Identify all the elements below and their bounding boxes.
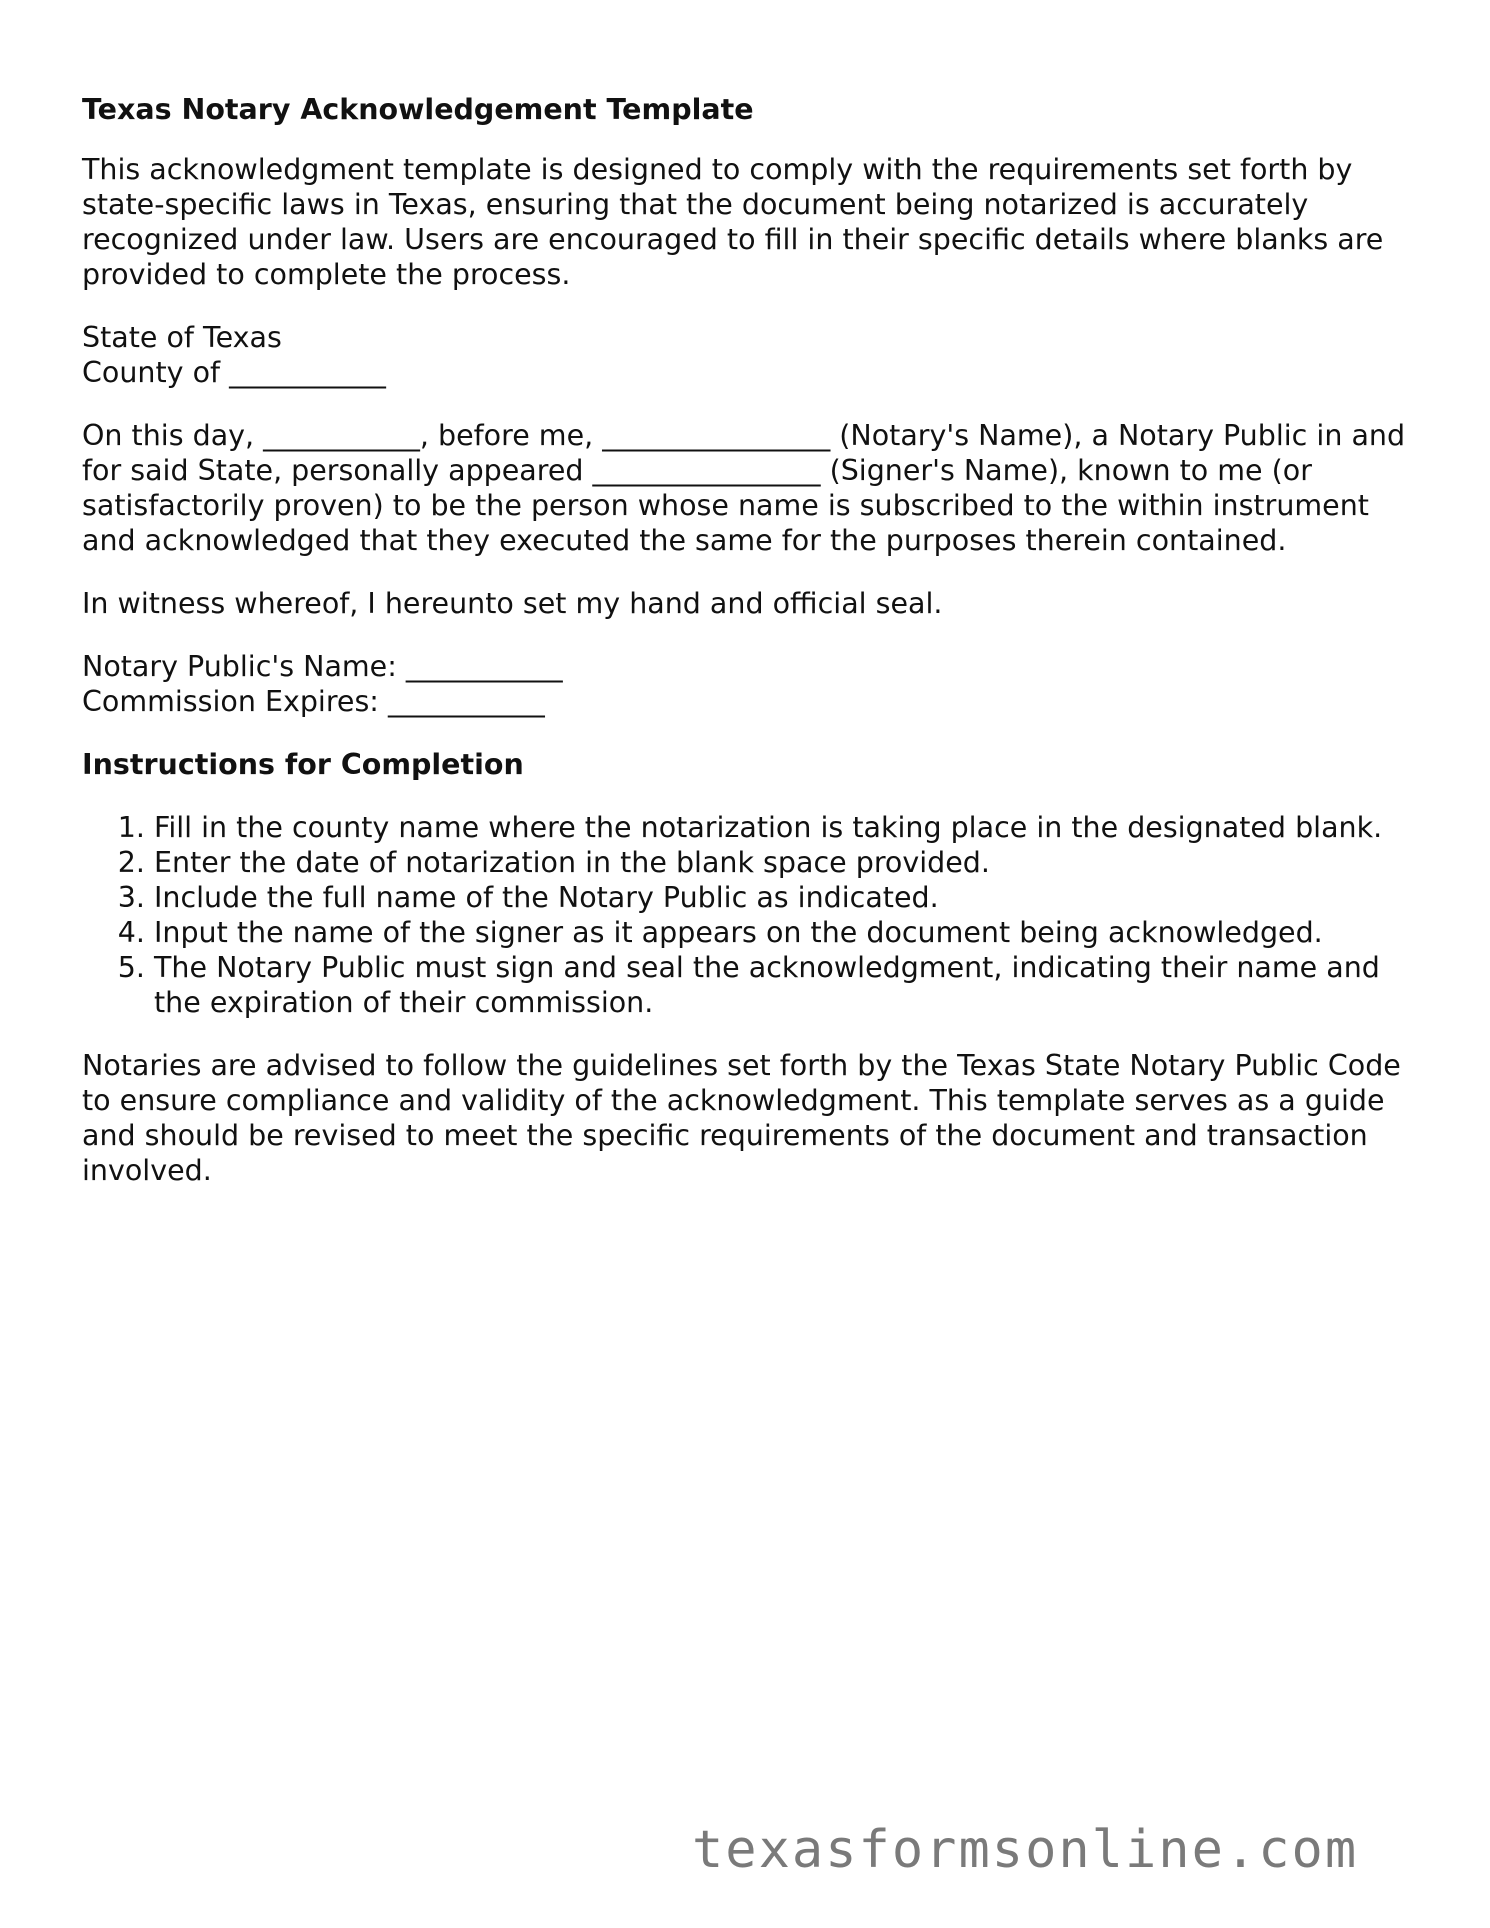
closing-paragraph: Notaries are advised to follow the guidelines set forth by the Texas State Notary Public Code to ensure compliance and validity of the acknowledgment. This template serves as a guide and should be revised to meet the specific requirements of the document and transaction involved. [82,1049,1401,1187]
site-watermark: texasformsonline.com [692,1820,1359,1880]
instructions-list [82,810,1412,1020]
list-item: 1. Fill in the county name where the notarization is taking place in the designated blank. [154,810,1412,845]
document-body [82,92,1412,1216]
notary-signature-block [82,649,1412,719]
list-item: 2. Enter the date of notarization in the blank space provided. [154,845,1412,880]
intro-paragraph: This acknowledgment template is designed to comply with the requirements set forth by state-specific laws in Texas, ensuring that the document being notarized is accurately recognized under law. Users are encouraged to fill in their specific details where blanks are provided to complete the process. [82,153,1384,291]
list-item: 3. Include the full name of the Notary Public as indicated. [154,880,1412,915]
document-title: Texas Notary Acknowledgement Template [82,93,754,126]
commission-expires-line: Commission Expires: ___________ [82,685,545,718]
acknowledgment-paragraph: On this day, ___________, before me, ________________ (Notary's Name), a Notary Public in and for said State, personally appeared ________________ (Signer's Name), known to me (or satisfactorily proven) to be the person whose name is subscribed to the within instrument and acknowledged that they executed the same for the purposes therein contained. [82,419,1406,557]
notary-name-line: Notary Public's Name: ___________ [82,650,563,683]
witness-paragraph: In witness whereof, I hereunto set my hand and official seal. [82,587,943,620]
list-item: 5. The Notary Public must sign and seal the acknowledgment, indicating their name and the expiration of their commission. [154,950,1412,1020]
state-line: State of Texas [82,321,282,354]
venue-block [82,320,1412,390]
county-line: County of ___________ [82,356,386,389]
instructions-heading: Instructions for Completion [82,748,524,781]
list-item: 4. Input the name of the signer as it appears on the document being acknowledged. [154,915,1412,950]
